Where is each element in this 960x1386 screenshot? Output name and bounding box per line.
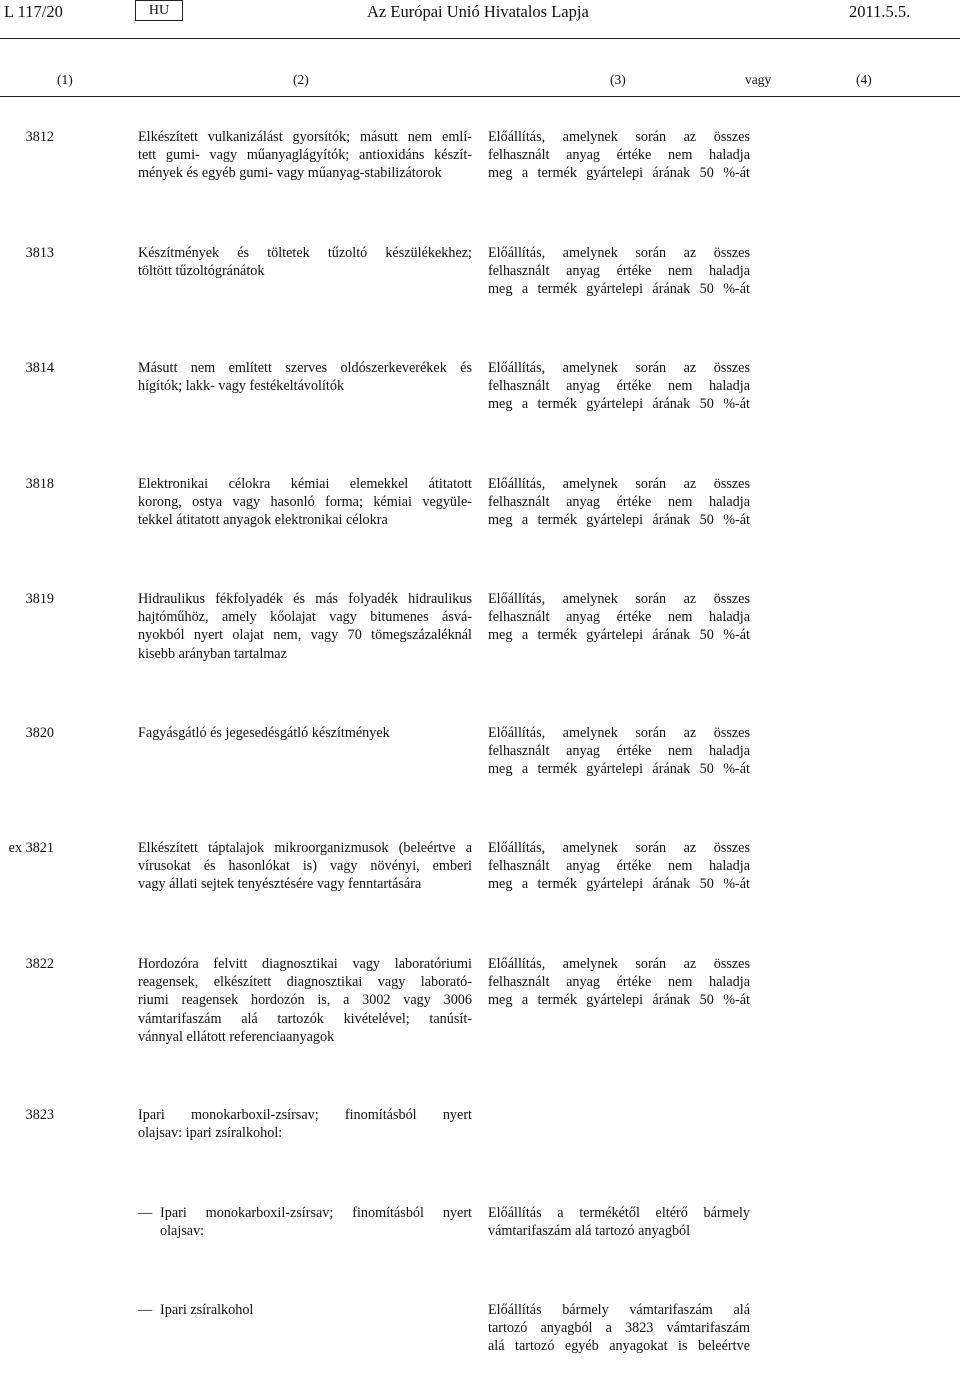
column-header-4: (4)	[856, 72, 872, 87]
table-row-description: Elektronikai célokra kémiai elemekkel átitatott korong, ostya vagy hasonló forma; kémiai vegyüle- tekkel átitatott anyagok elektronikai célokra	[138, 476, 472, 529]
sub-item-rule: Előállítás bármely vámtarifaszám alá tartozó anyagból a 3823 vámtarifaszám alá tartozó egyéb anyagokat is beleértve	[488, 1302, 750, 1355]
table-row-description: Hordozóra felvitt diagnosztikai vagy laboratóriumi reagensek, elkészített diagnosztikai vagy laborató- riumi reagensek hordozón is, a 3002 vagy 3006 vámtarifaszám alá tartozók kivételével; tanúsít- vánnyal ellátott referenciaanyagok	[138, 956, 472, 1045]
table-row-description: Hidraulikus fékfolyadék és más folyadék hidraulikus hajtóműhöz, amely kőolajat vagy bitumenes ásvá- nyokból nyert olajat nem, vagy 70 tömegszázaléknál kisebb arányban tartalmaz	[138, 591, 472, 662]
table-row-description: Másutt nem említett szerves oldószerkeverékek és hígítók; lakk- vagy festékeltávolítók	[138, 360, 472, 395]
table-row-rule: Előállítás, amelynek során az összes felhasznált anyag értéke nem haladja meg a termék gyártelepi árának 50 %-át	[488, 840, 750, 893]
language-badge: HU	[135, 0, 183, 21]
sub-item	[138, 1301, 472, 1321]
column-header-2: (2)	[293, 72, 309, 87]
dash-marker: —	[138, 1302, 153, 1318]
table-top-rule	[0, 38, 960, 39]
table-row-rule: Előállítás, amelynek során az összes felhasznált anyag értéke nem haladja meg a termék gyártelepi árának 50 %-át	[488, 591, 750, 644]
dash-marker: —	[138, 1205, 153, 1221]
column-header-3: (3)	[610, 72, 626, 87]
sub-item	[138, 1204, 472, 1244]
sub-item-rule: Előállítás a termékétől eltérő bármely vámtarifaszám alá tartozó anyagból	[488, 1205, 750, 1240]
table-row-rule: Előállítás, amelynek során az összes felhasznált anyag értéke nem haladja meg a termék gyártelepi árának 50 %-át	[488, 245, 750, 298]
page-reference: L 117/20	[4, 2, 63, 21]
journal-title: Az Európai Unió Hivatalos Lapja	[367, 2, 589, 21]
table-row-description: Készítmények és töltetek tűzoltó készülékekhez; töltött tűzoltógránátok	[138, 245, 472, 280]
sub-item-description: Ipari monokarboxil-zsírsav; finomításból nyert olajsav:	[160, 1205, 472, 1240]
table-row-code: 3820	[25, 725, 54, 741]
table-row-code: 3818	[25, 476, 54, 492]
table-row-code: 3819	[25, 591, 54, 607]
table-row-description: Ipari monokarboxil-zsírsav; finomításból nyert olajsav: ipari zsíralkohol:	[138, 1107, 472, 1142]
table-row-description: Elkészített táptalajok mikroorganizmusok (beleértve a vírusokat és hasonlókat is) vagy növényi, emberi vagy állati sejtek tenyésztésére vagy fenntartására	[138, 840, 472, 893]
table-row-rule: Előállítás, amelynek során az összes felhasznált anyag értéke nem haladja meg a termék gyártelepi árának 50 %-át	[488, 476, 750, 529]
table-row-description: Fagyásgátló és jegesedésgátló készítmények	[138, 725, 390, 741]
table-row-rule: Előállítás, amelynek során az összes felhasznált anyag értéke nem haladja meg a termék gyártelepi árának 50 %-át	[488, 360, 750, 413]
sub-item-description: Ipari zsíralkohol	[160, 1302, 254, 1318]
table-row-rule: Előállítás, amelynek során az összes felhasznált anyag értéke nem haladja meg a termék gyártelepi árának 50 %-át	[488, 725, 750, 778]
column-header-or: vagy	[745, 72, 772, 87]
table-row-code: 3813	[25, 245, 54, 261]
table-row-code: ex 3821	[8, 840, 54, 856]
table-row-code: 3822	[25, 956, 54, 972]
table-row-description: Elkészített vulkanizálást gyorsítók; másutt nem emlí- tett gumi- vagy műanyaglágyítók; antioxidáns készít- mények és egyéb gumi- vagy műanyag-stabilizátorok	[138, 129, 472, 182]
table-row-code: 3814	[25, 360, 54, 376]
table-row-rule: Előállítás, amelynek során az összes felhasznált anyag értéke nem haladja meg a termék gyártelepi árának 50 %-át	[488, 129, 750, 182]
table-header-rule	[0, 96, 960, 97]
table-row-code: 3823	[25, 1107, 54, 1123]
publication-date: 2011.5.5.	[849, 2, 911, 21]
column-header-1: (1)	[57, 72, 73, 87]
table-row-rule: Előállítás, amelynek során az összes felhasznált anyag értéke nem haladja meg a termék gyártelepi árának 50 %-át	[488, 956, 750, 1009]
table-row-code: 3812	[25, 129, 54, 145]
